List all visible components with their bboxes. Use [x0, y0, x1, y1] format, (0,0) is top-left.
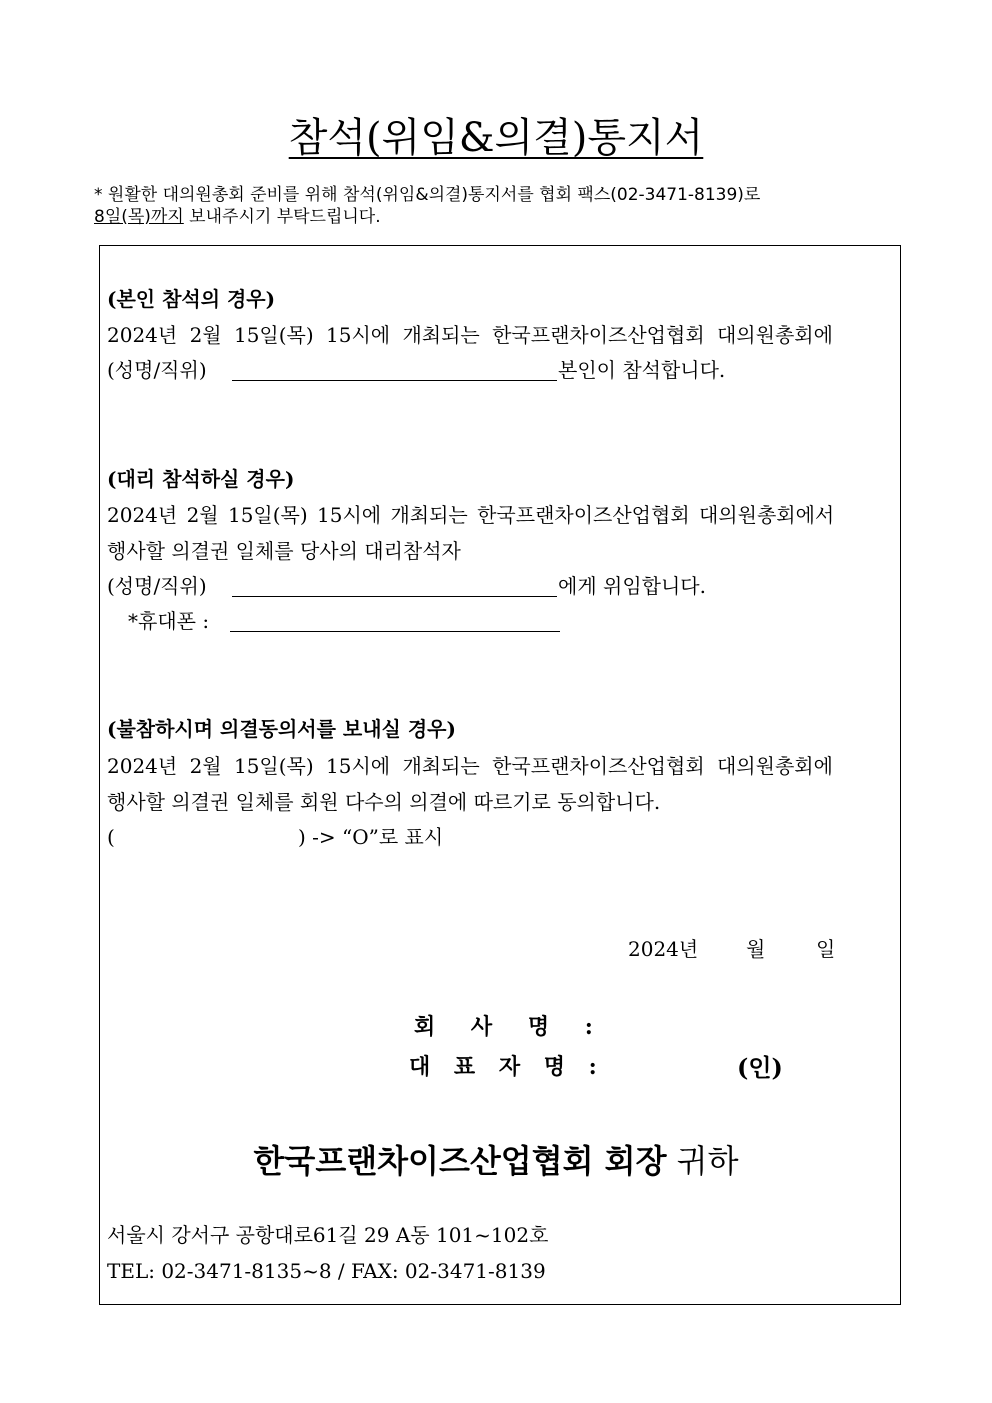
section1-name-label: (성명/직위) — [107, 358, 207, 382]
section2-heading: (대리 참석하실 경우) — [107, 467, 295, 491]
notice-line-2 — [94, 206, 381, 228]
section3-heading: (불참하시며 의결동의서를 보내실 경우) — [107, 717, 456, 741]
title-text: 참석(위임&의결)통지서 — [288, 115, 704, 161]
section2-line1: 2024년 2월 15일(목) 15시에 개최되는 한국프랜차이즈산업협회 대의원총회에서 — [107, 503, 835, 527]
contact-phone-fax: TEL: 02-3471-8135~8 / FAX: 02-3471-8139 — [107, 1259, 546, 1283]
notice-deadline: 8일(목)까지 — [94, 207, 184, 227]
date-month: 월 — [746, 937, 766, 961]
contact-address: 서울시 강서구 공항대로61길 29 A동 101~102호 — [107, 1223, 549, 1247]
section2-after-blank: 에게 위임합니다. — [558, 574, 706, 598]
section2-phone-label: *휴대폰 : — [128, 609, 210, 633]
notice-line-1: * 원활한 대의원총회 준비를 위해 참석(위임&의결)통지서를 협회 팩스(02-3471-8139)로 — [94, 185, 761, 205]
recipient — [0, 1140, 992, 1182]
date-year: 2024년 — [628, 937, 699, 961]
recipient-honorific: 귀하 — [676, 1142, 739, 1180]
seal-mark: (인) — [737, 1053, 783, 1082]
representative-label: 대 표 자 명 : — [409, 1054, 605, 1080]
section2-name-field[interactable] — [232, 596, 557, 597]
section3-paren-open: ( — [107, 825, 115, 849]
company-label: 회 사 명 : — [414, 1014, 607, 1040]
page-title — [0, 112, 992, 164]
section3-line1: 2024년 2월 15일(목) 15시에 개최되는 한국프랜차이즈산업협회 대의원총회에 — [107, 754, 833, 778]
section2-name-label: (성명/직위) — [107, 574, 207, 598]
section2-line2: 행사할 의결권 일체를 당사의 대리참석자 — [107, 539, 461, 563]
section3-paren-close: ) -> “O”로 표시 — [298, 825, 444, 849]
section1-name-field[interactable] — [232, 380, 557, 381]
section1-heading: (본인 참석의 경우) — [107, 287, 276, 311]
recipient-main: 한국프랜차이즈산업협회 회장 — [253, 1142, 667, 1180]
section1-after-blank: 본인이 참석합니다. — [558, 358, 726, 382]
section3-line2: 행사할 의결권 일체를 회원 다수의 의결에 따르기로 동의합니다. — [107, 790, 661, 814]
notice-line-2-rest: 보내주시기 부탁드립니다. — [183, 207, 381, 227]
date-day: 일 — [816, 937, 836, 961]
section1-line1: 2024년 2월 15일(목) 15시에 개최되는 한국프랜차이즈산업협회 대의원총회에 — [107, 323, 833, 347]
section2-phone-field[interactable] — [230, 631, 560, 632]
